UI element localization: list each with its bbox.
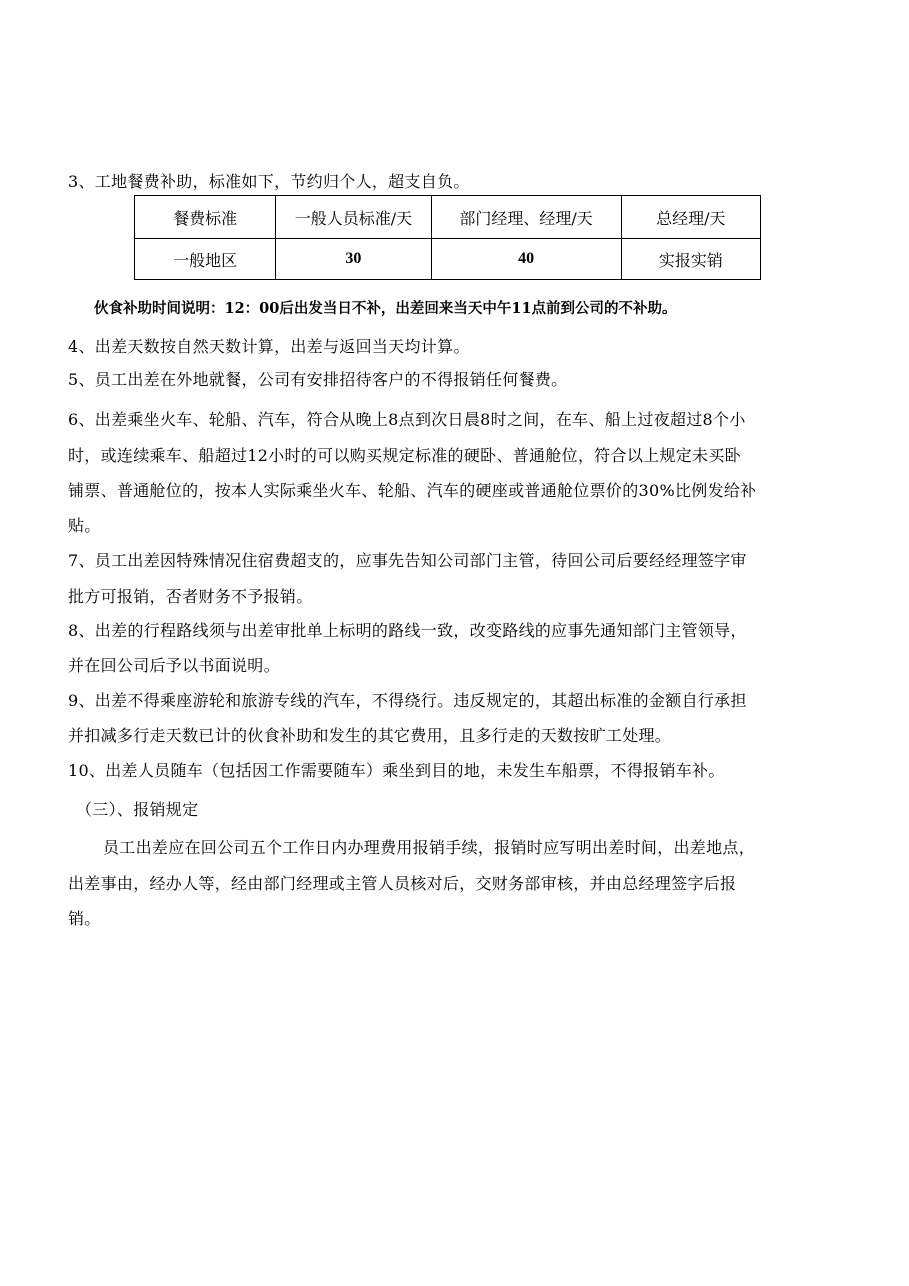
section-3-paragraph-line-2: 出差事由，经办人等，经由部门经理或主管人员核对后，交财务部审核，并由总经理签字后报: [68, 874, 737, 893]
item-7-line-1: 7、员工出差因特殊情况住宿费超支的，应事先告知公司部门主管，待回公司后要经经理签字审: [68, 551, 747, 570]
item-10: 10、出差人员随车（包括因工作需要随车）乘坐到目的地，未发生车船票，不得报销车补。: [68, 761, 725, 780]
table-header-row: [135, 196, 761, 239]
item-9-line-2: 并扣减多行走天数已计的伙食补助和发生的其它费用，且多行走的天数按旷工处理。: [68, 726, 672, 745]
section-3-heading: （三）、报销规定: [76, 800, 199, 819]
item-5: 5、员工出差在外地就餐，公司有安排招待客户的不得报销任何餐费。: [68, 370, 568, 389]
item-9-line-1: 9、出差不得乘座游轮和旅游专线的汽车，不得绕行。违反规定的，其超出标准的金额自行承担: [68, 691, 747, 710]
item-7-line-2: 批方可报销，否者财务不予报销。: [68, 587, 313, 606]
table-header-cell: 部门经理、经理/天: [431, 196, 621, 239]
item-4: 4、出差天数按自然天数计算，出差与返回当天均计算。: [68, 337, 470, 356]
item-8-line-1: 8、出差的行程路线须与出差审批单上标明的路线一致，改变路线的应事先通知部门主管领导，: [68, 621, 747, 640]
table-cell-general-staff: 30: [276, 239, 431, 280]
item-6-line-1: 6、出差乘坐火车、轮船、汽车，符合从晚上8点到次日晨8时之间，在车、船上过夜超过8个小: [68, 410, 746, 429]
table-header-cell: 总经理/天: [621, 196, 760, 239]
item-6-line-3: 铺票、普通舱位的，按本人实际乘坐火车、轮船、汽车的硬座或普通舱位票价的30%比例发给补: [68, 481, 757, 500]
section-3-paragraph-line-3: 销。: [68, 909, 101, 928]
meal-standard-table: [134, 195, 761, 280]
section-3-paragraph-line-1: 员工出差应在回公司五个工作日内办理费用报销手续，报销时应写明出差时间，出差地点，: [103, 838, 756, 857]
item-8-line-2: 并在回公司后予以书面说明。: [68, 656, 280, 675]
table-header-cell: 餐费标准: [135, 196, 276, 239]
table-cell-region: 一般地区: [135, 239, 276, 280]
table-cell-general-manager: 实报实销: [621, 239, 760, 280]
table-cell-manager: 40: [431, 239, 621, 280]
table-header-cell: 一般人员标准/天: [276, 196, 431, 239]
item-6-line-4: 贴。: [68, 516, 101, 535]
item-6-line-2: 时，或连续乘车、船超过12小时的可以购买规定标准的硬卧、普通舱位，符合以上规定未买卧: [68, 446, 741, 465]
meal-allowance-note: 伙食补助时间说明：12：00后出发当日不补，出差回来当天中午11点前到公司的不补助。: [94, 300, 677, 317]
table-row: [135, 239, 761, 280]
item-3: 3、工地餐费补助，标准如下，节约归个人，超支自负。: [68, 172, 470, 191]
